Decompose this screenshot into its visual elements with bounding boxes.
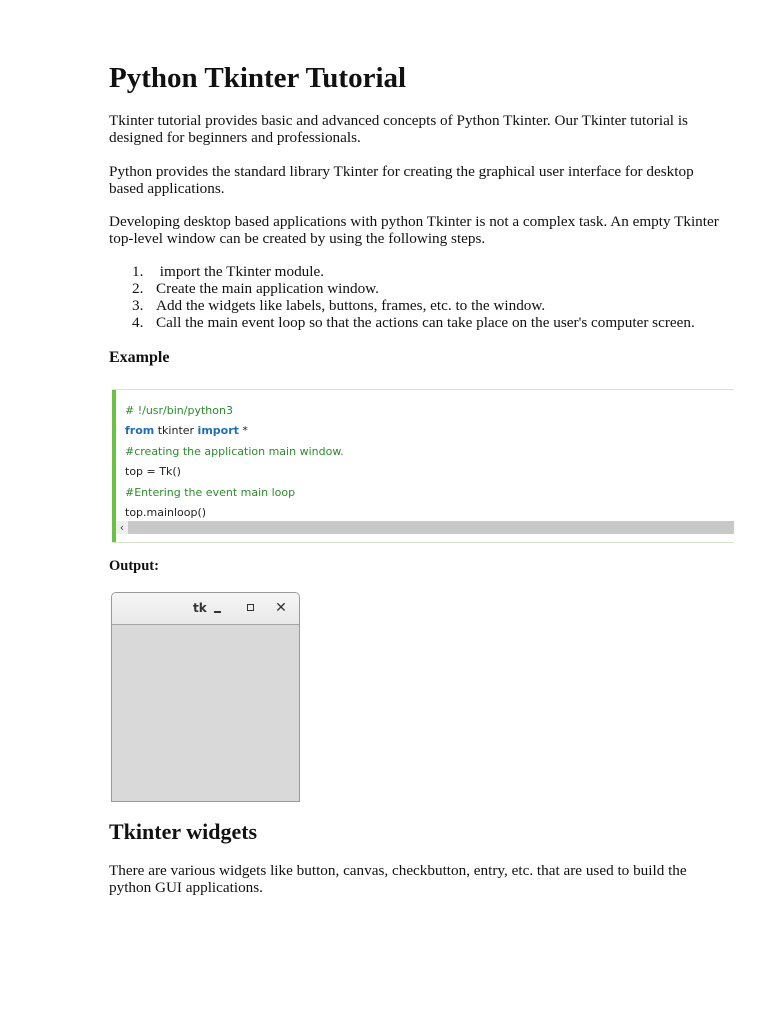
widgets-paragraph: There are various widgets like button, canvas, checkbutton, entry, etc. that are used to build the python GUI applications. (109, 862, 687, 896)
list-item-number: 3. (132, 297, 144, 314)
tk-output-window (111, 592, 300, 802)
code-module-name: tkinter (154, 424, 198, 438)
code-comment-create: #creating the application main window. (125, 444, 344, 458)
list-item-text: import the Tkinter module. (156, 263, 325, 280)
library-paragraph: Python provides the standard library Tkinter for creating the graphical user interface for desktop based applications. (109, 163, 694, 197)
list-item-text: Call the main event loop so that the actions can take place on the user's computer screen. (156, 314, 695, 331)
code-line-top: top = Tk() (125, 465, 181, 479)
code-block[interactable] (112, 389, 734, 543)
code-keyword-from: from (125, 424, 155, 438)
example-heading: Example (109, 349, 170, 366)
list-item (109, 280, 695, 297)
steps-intro-paragraph: Developing desktop based applications with python Tkinter is not a complex task. An empty Tkinter top-level window can be created by using the following steps. (109, 213, 719, 247)
list-item-text: Add the widgets like labels, buttons, frames, etc. to the window. (156, 297, 546, 314)
code-line-shebang: # !/usr/bin/python3 (125, 404, 233, 417)
maximize-icon[interactable] (244, 600, 258, 616)
page-title: Python Tkinter Tutorial (109, 62, 407, 94)
window-titlebar[interactable] (112, 593, 299, 625)
code-comment-loop: #Entering the event main loop (125, 485, 296, 499)
list-item-number: 4. (132, 314, 144, 331)
list-item (109, 314, 695, 331)
list-item-text: Create the main application window. (156, 280, 379, 297)
close-icon[interactable]: ✕ (275, 600, 287, 616)
code-line-mainloop: top.mainloop() (125, 506, 207, 520)
code-keyword-import: import (197, 424, 239, 438)
list-item (109, 263, 695, 280)
window-title: tk (193, 601, 207, 615)
output-heading: Output: (109, 558, 159, 574)
minimize-icon[interactable] (211, 600, 225, 616)
chevron-left-icon[interactable]: ‹ (116, 521, 128, 534)
horizontal-scrollbar[interactable] (116, 521, 734, 534)
code-accent-bar (112, 390, 116, 542)
steps-list (109, 263, 695, 331)
code-import-star: * (238, 424, 248, 438)
list-item (109, 297, 695, 314)
widgets-heading: Tkinter widgets (109, 819, 258, 844)
intro-paragraph: Tkinter tutorial provides basic and advanced concepts of Python Tkinter. Our Tkinter tutorial is designed for beginners and professionals. (109, 112, 688, 146)
list-item-number: 1. (132, 263, 144, 280)
code-content[interactable] (125, 401, 344, 523)
list-item-number: 2. (132, 280, 144, 297)
